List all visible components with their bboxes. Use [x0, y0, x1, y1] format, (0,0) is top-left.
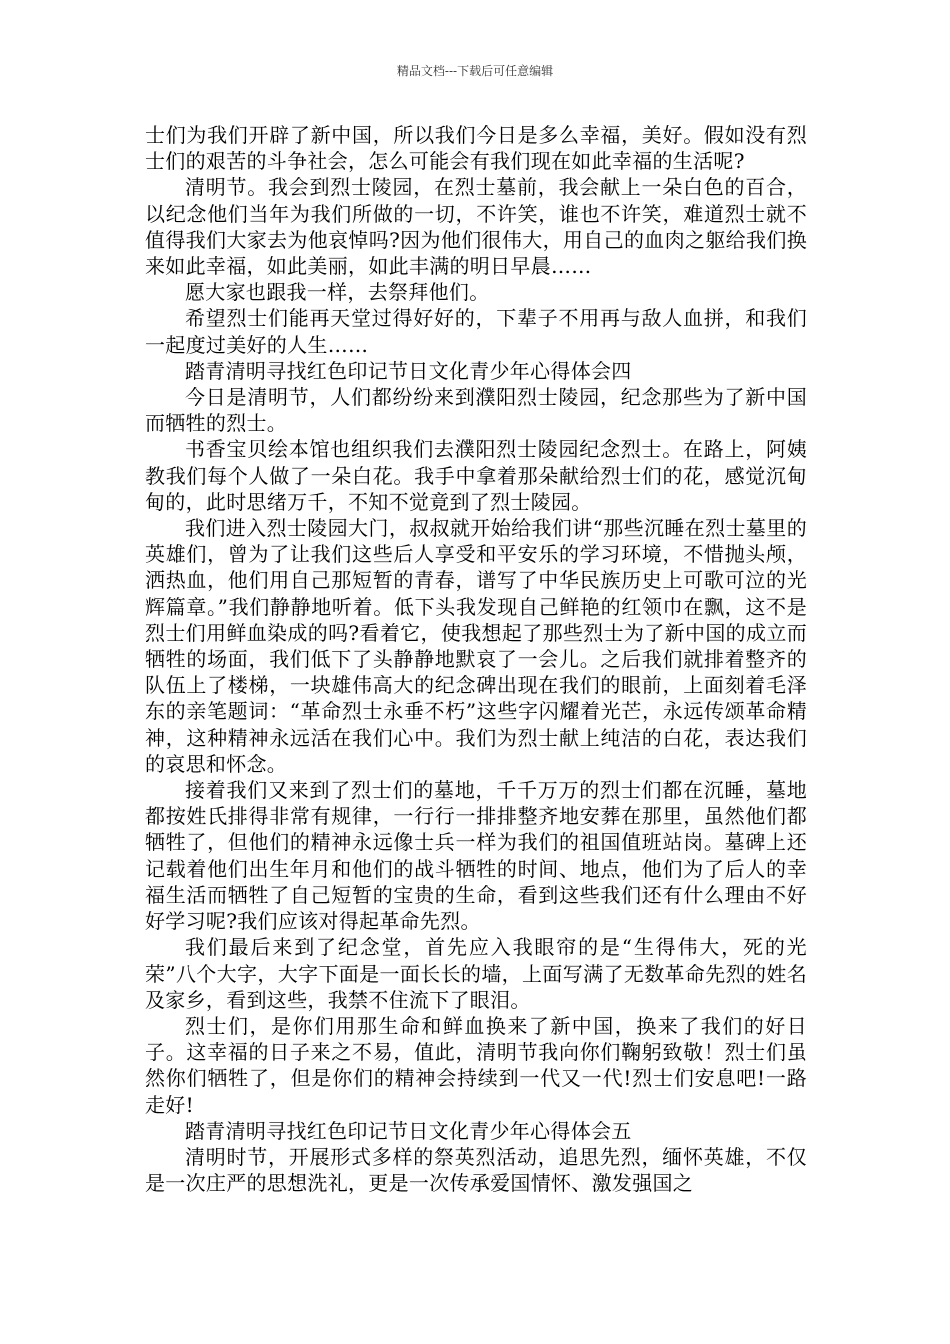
paragraph: 士们为我们开辟了新中国，所以我们今日是多么幸福，美好。假如没有烈士们的艰苦的斗争社会，怎么可能会有我们现在如此幸福的生活呢? [145, 123, 807, 174]
paragraph: 接着我们又来到了烈士们的墓地，千千万万的烈士们都在沉睡，墓地都按姓氏排得非常有规律，一行行一排排整齐地安葬在那里，虽然他们都牺牲了，但他们的精神永远像士兵一样为我们的祖国值班站岗。墓碑上还记载着他们出生年月和他们的战斗牺牲的时间、地点，他们为了后人的幸福生活而牺牲了自己短暂的宝贵的生命，看到这些我们还有什么理由不好好学习呢?我们应该对得起革命先烈。 [145, 778, 807, 934]
paragraph: 希望烈士们能再天堂过得好好的，下辈子不用再与敌人血拼，和我们一起度过美好的人生…… [145, 306, 807, 357]
section-heading: 踏青清明寻找红色印记节日文化青少年心得体会四 [185, 358, 632, 383]
paragraph: 今日是清明节，人们都纷纷来到濮阳烈士陵园，纪念那些为了新中国而牺牲的烈士。 [145, 385, 807, 436]
section-heading: 踏青清明寻找红色印记节日文化青少年心得体会五 [185, 1118, 632, 1143]
paragraph: 我们进入烈士陵园大门，叔叔就开始给我们讲“那些沉睡在烈士墓里的英雄们，曾为了让我们这些后人享受和平安乐的学习环境，不惜抛头颅，洒热血，他们用自己那短暂的青春，谱写了中华民族历史上可歌可泣的光辉篇章。”我们静静地听着。低下头我发现自己鲜艳的红领巾在飘，这不是烈士们用鲜血染成的吗?看着它，使我想起了那些烈士为了新中国的成立而牺牲的场面，我们低下了头静静地默哀了一会儿。之后我们就排着整齐的队伍上了楼梯，一块雄伟高大的纪念碑出现在我们的眼前，上面刻着毛泽东的亲笔题词：“革命烈士永垂不朽”这些字闪耀着光芒，永远传颂革命精神，这种精神永远活在我们心中。我们为烈士献上纯洁的白花，表达我们的哀思和怀念。 [145, 516, 807, 776]
paragraph: 书香宝贝绘本馆也组织我们去濮阳烈士陵园纪念烈士。在路上，阿姨教我们每个人做了一朵白花。我手中拿着那朵献给烈士们的花，感觉沉甸甸的，此时思绪万千，不知不觉竟到了烈士陵园。 [145, 437, 807, 514]
paragraph: 烈士们，是你们用那生命和鲜血换来了新中国，换来了我们的好日子。这幸福的日子来之不易，值此，清明节我向你们鞠躬致敬！烈士们虽然你们牺牲了，但是你们的精神会持续到一代又一代!烈士们安息吧!一路走好! [145, 1013, 807, 1117]
paragraph: 清明节。我会到烈士陵园，在烈士墓前，我会献上一朵白色的百合，以纪念他们当年为我们所做的一切，不许笑，谁也不许笑，难道烈士就不值得我们大家去为他哀悼吗?因为他们很伟大，用自己的血肉之躯给我们换来如此幸福，如此美丽，如此丰满的明日早晨…… [145, 175, 807, 279]
paragraph: 愿大家也跟我一样，去祭拜他们。 [185, 280, 490, 305]
paragraph: 我们最后来到了纪念堂，首先应入我眼帘的是“生得伟大，死的光荣”八个大字，大字下面是一面长长的墙，上面写满了无数革命先烈的姓名及家乡，看到这些，我禁不住流下了眼泪。 [145, 935, 807, 1012]
paragraph: 清明时节，开展形式多样的祭英烈活动，追思先烈，缅怀英雄，不仅是一次庄严的思想洗礼，更是一次传承爱国情怀、激发强国之 [145, 1144, 807, 1196]
page-header: 精品文档---下载后可任意编辑 [396, 64, 554, 78]
document-body [145, 122, 807, 1196]
